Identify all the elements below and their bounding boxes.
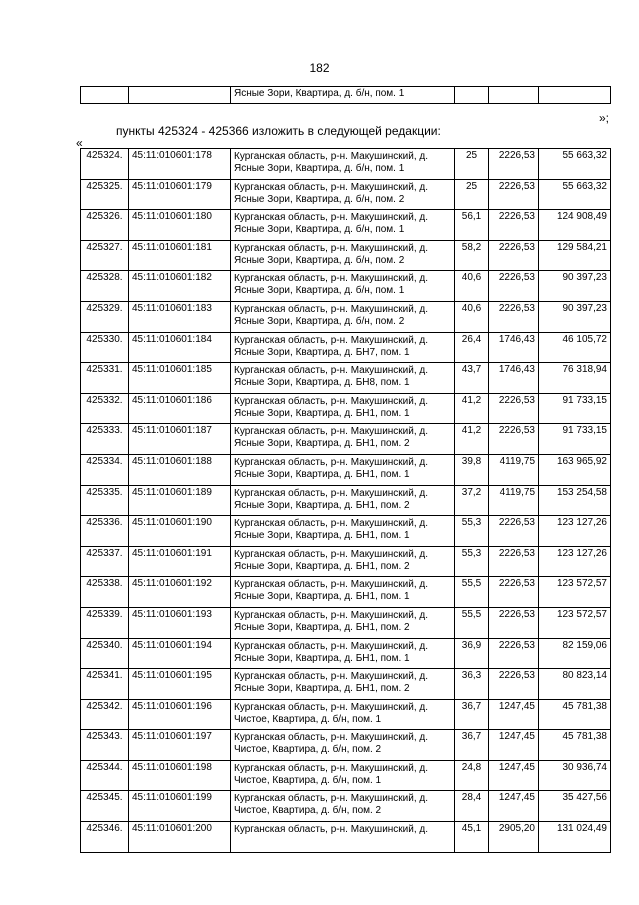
table-row xyxy=(81,516,611,547)
cell-price: 2226,53 xyxy=(489,240,539,271)
cell-price: 1247,45 xyxy=(489,730,539,761)
cell-value: 131 024,49 xyxy=(539,822,611,853)
cell-value: 45 781,38 xyxy=(539,730,611,761)
cell-price: 2226,53 xyxy=(489,424,539,455)
cell-value: 35 427,56 xyxy=(539,791,611,822)
cell-num: 425325. xyxy=(81,179,129,210)
cell-area: 45,1 xyxy=(455,822,489,853)
cell-value: 55 663,32 xyxy=(539,179,611,210)
cell-area: 56,1 xyxy=(455,210,489,241)
cell-value: 82 159,06 xyxy=(539,638,611,669)
cell-price: 2226,53 xyxy=(489,149,539,180)
cell-num: 425330. xyxy=(81,332,129,363)
cell-price: 2226,53 xyxy=(489,393,539,424)
table-row xyxy=(81,546,611,577)
table-row xyxy=(81,240,611,271)
cell-price: 2226,53 xyxy=(489,179,539,210)
table-row xyxy=(81,87,611,104)
cell-price: 2905,20 xyxy=(489,822,539,853)
cell-address: Курганская область, р-н. Макушинский, д. Ясные Зори, Квартира, д. БН1, пом. 1 xyxy=(231,577,455,608)
cell-cadastral: 45:11:010601:199 xyxy=(129,791,231,822)
cell-cadastral: 45:11:010601:191 xyxy=(129,546,231,577)
cell-price: 2226,53 xyxy=(489,271,539,302)
cell-area: 36,9 xyxy=(455,638,489,669)
cell-price: 2226,53 xyxy=(489,577,539,608)
cell-value: 46 105,72 xyxy=(539,332,611,363)
cell-cadastral: 45:11:010601:192 xyxy=(129,577,231,608)
cell-price: 1746,43 xyxy=(489,332,539,363)
cell-value: 123 127,26 xyxy=(539,516,611,547)
cell-num: 425328. xyxy=(81,271,129,302)
cell-num: 425327. xyxy=(81,240,129,271)
cell-value: 123 127,26 xyxy=(539,546,611,577)
table-row xyxy=(81,179,611,210)
cell-num: 425336. xyxy=(81,516,129,547)
cell-value: 45 781,38 xyxy=(539,699,611,730)
cell-area: 25 xyxy=(455,179,489,210)
cell-num: 425329. xyxy=(81,301,129,332)
table-row xyxy=(81,454,611,485)
cell-price: 2226,53 xyxy=(489,607,539,638)
cell-value: 80 823,14 xyxy=(539,669,611,700)
cell-area: 40,6 xyxy=(455,301,489,332)
cell-address: Курганская область, р-н. Макушинский, д. Ясные Зори, Квартира, д. БН1, пом. 1 xyxy=(231,516,455,547)
cell-address: Курганская область, р-н. Макушинский, д. Ясные Зори, Квартира, д. БН1, пом. 1 xyxy=(231,638,455,669)
cell-cadastral: 45:11:010601:186 xyxy=(129,393,231,424)
cell-cadastral: 45:11:010601:183 xyxy=(129,301,231,332)
cell-area: 43,7 xyxy=(455,363,489,394)
cell-cadastral: 45:11:010601:184 xyxy=(129,332,231,363)
cell-value: 163 965,92 xyxy=(539,454,611,485)
cell-num: 425342. xyxy=(81,699,129,730)
cell-num: 425335. xyxy=(81,485,129,516)
cell-num: 425324. xyxy=(81,149,129,180)
cell-price: 1247,45 xyxy=(489,791,539,822)
cell-address: Курганская область, р-н. Макушинский, д. Ясные Зори, Квартира, д. БН1, пом. 2 xyxy=(231,607,455,638)
cell-area: 26,4 xyxy=(455,332,489,363)
cell-address: Курганская область, р-н. Макушинский, д. Чистое, Квартира, д. б/н, пом. 2 xyxy=(231,791,455,822)
cell-value: 91 733,15 xyxy=(539,424,611,455)
cell-area: 28,4 xyxy=(455,791,489,822)
cell-area: 55,5 xyxy=(455,607,489,638)
cell-price: 2226,53 xyxy=(489,210,539,241)
cell-address: Курганская область, р-н. Макушинский, д. Ясные Зори, Квартира, д. БН1, пом. 1 xyxy=(231,454,455,485)
cell-num: 425337. xyxy=(81,546,129,577)
cell-cadastral: 45:11:010601:179 xyxy=(129,179,231,210)
cell-price: 2226,53 xyxy=(489,301,539,332)
cell-value xyxy=(539,87,611,104)
table-row xyxy=(81,210,611,241)
table-row xyxy=(81,760,611,791)
page-number: 182 xyxy=(309,61,330,75)
cell-price: 1247,45 xyxy=(489,760,539,791)
cell-value: 90 397,23 xyxy=(539,301,611,332)
cell-cadastral: 45:11:010601:195 xyxy=(129,669,231,700)
table-row xyxy=(81,393,611,424)
cell-price: 1247,45 xyxy=(489,699,539,730)
cell-price: 2226,53 xyxy=(489,638,539,669)
opening-quote: « xyxy=(76,136,83,150)
cell-address: Курганская область, р-н. Макушинский, д. Ясные Зори, Квартира, д. БН1, пом. 2 xyxy=(231,424,455,455)
cell-area: 36,3 xyxy=(455,669,489,700)
cell-num xyxy=(81,87,129,104)
property-table-body xyxy=(81,149,611,853)
table-row xyxy=(81,730,611,761)
cell-area: 40,6 xyxy=(455,271,489,302)
table-row xyxy=(81,607,611,638)
cell-area: 39,8 xyxy=(455,454,489,485)
cell-value: 123 572,57 xyxy=(539,577,611,608)
cell-cadastral: 45:11:010601:188 xyxy=(129,454,231,485)
cell-address: Ясные Зори, Квартира, д. б/н, пом. 1 xyxy=(231,87,455,104)
cell-area: 36,7 xyxy=(455,730,489,761)
cell-address: Курганская область, р-н. Макушинский, д. Чистое, Квартира, д. б/н, пом. 1 xyxy=(231,699,455,730)
cell-cadastral: 45:11:010601:189 xyxy=(129,485,231,516)
table-row xyxy=(81,332,611,363)
cell-value: 90 397,23 xyxy=(539,271,611,302)
cell-cadastral: 45:11:010601:193 xyxy=(129,607,231,638)
table-row xyxy=(81,577,611,608)
cell-area: 37,2 xyxy=(455,485,489,516)
table-row xyxy=(81,699,611,730)
cell-num: 425338. xyxy=(81,577,129,608)
cell-num: 425346. xyxy=(81,822,129,853)
cell-cadastral: 45:11:010601:194 xyxy=(129,638,231,669)
cell-num: 425332. xyxy=(81,393,129,424)
cell-num: 425340. xyxy=(81,638,129,669)
cell-address: Курганская область, р-н. Макушинский, д. Ясные Зори, Квартира, д. БН1, пом. 2 xyxy=(231,669,455,700)
cell-area: 58,2 xyxy=(455,240,489,271)
cell-cadastral: 45:11:010601:180 xyxy=(129,210,231,241)
cell-value: 129 584,21 xyxy=(539,240,611,271)
cell-value: 55 663,32 xyxy=(539,149,611,180)
cell-cadastral: 45:11:010601:181 xyxy=(129,240,231,271)
cell-num: 425339. xyxy=(81,607,129,638)
cell-cadastral: 45:11:010601:182 xyxy=(129,271,231,302)
cell-cadastral: 45:11:010601:178 xyxy=(129,149,231,180)
closing-quote: »; xyxy=(598,111,609,125)
cell-cadastral: 45:11:010601:200 xyxy=(129,822,231,853)
cell-cadastral: 45:11:010601:198 xyxy=(129,760,231,791)
cell-cadastral: 45:11:010601:196 xyxy=(129,699,231,730)
cell-area: 36,7 xyxy=(455,699,489,730)
cell-area: 41,2 xyxy=(455,424,489,455)
cell-cadastral: 45:11:010601:187 xyxy=(129,424,231,455)
cell-area: 41,2 xyxy=(455,393,489,424)
cell-price: 4119,75 xyxy=(489,485,539,516)
cell-address: Курганская область, р-н. Макушинский, д. Ясные Зори, Квартира, д. б/н, пом. 1 xyxy=(231,210,455,241)
cell-price: 4119,75 xyxy=(489,454,539,485)
table-row xyxy=(81,271,611,302)
cell-address: Курганская область, р-н. Макушинский, д. Ясные Зори, Квартира, д. б/н, пом. 2 xyxy=(231,301,455,332)
cell-area xyxy=(455,87,489,104)
cell-address: Курганская область, р-н. Макушинский, д. Ясные Зори, Квартира, д. б/н, пом. 2 xyxy=(231,240,455,271)
cell-num: 425344. xyxy=(81,760,129,791)
previous-table-fragment xyxy=(80,86,611,104)
table-row xyxy=(81,822,611,853)
cell-num: 425341. xyxy=(81,669,129,700)
table-row xyxy=(81,669,611,700)
cell-address: Курганская область, р-н. Макушинский, д. Ясные Зори, Квартира, д. БН8, пом. 1 xyxy=(231,363,455,394)
cell-address: Курганская область, р-н. Макушинский, д. Чистое, Квартира, д. б/н, пом. 1 xyxy=(231,760,455,791)
cell-area: 24,8 xyxy=(455,760,489,791)
table-row xyxy=(81,424,611,455)
cell-cadastral: 45:11:010601:197 xyxy=(129,730,231,761)
cell-price xyxy=(489,87,539,104)
cell-cadastral: 45:11:010601:190 xyxy=(129,516,231,547)
table-row xyxy=(81,485,611,516)
cell-value: 30 936,74 xyxy=(539,760,611,791)
cell-address: Курганская область, р-н. Макушинский, д. Ясные Зори, Квартира, д. БН7, пом. 1 xyxy=(231,332,455,363)
cell-address: Курганская область, р-н. Макушинский, д. Ясные Зори, Квартира, д. б/н, пом. 1 xyxy=(231,271,455,302)
table-row xyxy=(81,791,611,822)
cell-value: 76 318,94 xyxy=(539,363,611,394)
cell-address: Курганская область, р-н. Макушинский, д. xyxy=(231,822,455,853)
cell-address: Курганская область, р-н. Макушинский, д. Ясные Зори, Квартира, д. БН1, пом. 1 xyxy=(231,393,455,424)
cell-price: 2226,53 xyxy=(489,546,539,577)
cell-value: 153 254,58 xyxy=(539,485,611,516)
table-row xyxy=(81,638,611,669)
cell-cadastral: 45:11:010601:185 xyxy=(129,363,231,394)
cell-value: 124 908,49 xyxy=(539,210,611,241)
table-row xyxy=(81,301,611,332)
cell-value: 123 572,57 xyxy=(539,607,611,638)
cell-num: 425333. xyxy=(81,424,129,455)
cell-address: Курганская область, р-н. Макушинский, д. Чистое, Квартира, д. б/н, пом. 2 xyxy=(231,730,455,761)
cell-value: 91 733,15 xyxy=(539,393,611,424)
cell-area: 55,3 xyxy=(455,546,489,577)
cell-area: 25 xyxy=(455,149,489,180)
table-row xyxy=(81,363,611,394)
amendment-instruction: пункты 425324 - 425366 изложить в следующей редакции: xyxy=(116,124,441,138)
cell-area: 55,5 xyxy=(455,577,489,608)
cell-num: 425334. xyxy=(81,454,129,485)
cell-price: 2226,53 xyxy=(489,516,539,547)
cell-cadastral xyxy=(129,87,231,104)
cell-price: 2226,53 xyxy=(489,669,539,700)
table-row xyxy=(81,149,611,180)
cell-num: 425326. xyxy=(81,210,129,241)
cell-num: 425331. xyxy=(81,363,129,394)
cell-price: 1746,43 xyxy=(489,363,539,394)
cell-address: Курганская область, р-н. Макушинский, д. Ясные Зори, Квартира, д. БН1, пом. 2 xyxy=(231,546,455,577)
cell-address: Курганская область, р-н. Макушинский, д. Ясные Зори, Квартира, д. б/н, пом. 2 xyxy=(231,179,455,210)
property-table xyxy=(80,148,611,853)
cell-address: Курганская область, р-н. Макушинский, д. Ясные Зори, Квартира, д. б/н, пом. 1 xyxy=(231,149,455,180)
cell-num: 425343. xyxy=(81,730,129,761)
cell-address: Курганская область, р-н. Макушинский, д. Ясные Зори, Квартира, д. БН1, пом. 2 xyxy=(231,485,455,516)
cell-num: 425345. xyxy=(81,791,129,822)
cell-area: 55,3 xyxy=(455,516,489,547)
